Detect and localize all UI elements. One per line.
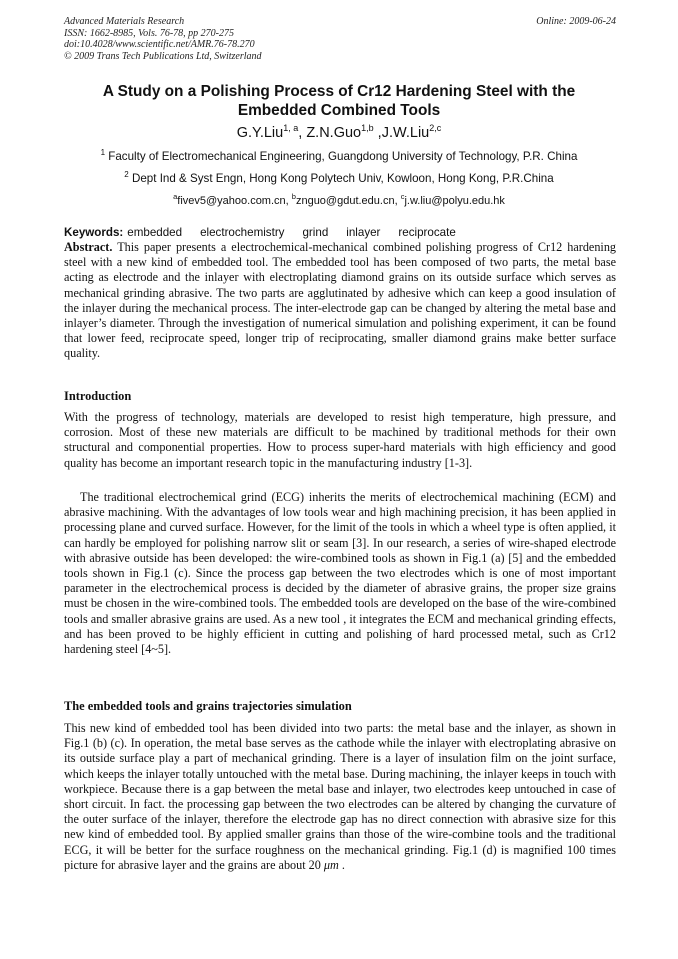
section-heading: The embedded tools and grains trajectories simulation xyxy=(64,699,352,713)
keyword: embedded xyxy=(127,226,183,239)
affiliation-sup: 1 xyxy=(100,148,106,157)
doi: doi:10.4028/www.scientific.net/AMR.76-78.270 xyxy=(64,39,255,50)
author-sup: 1,b xyxy=(361,123,374,133)
author-name: Z.N.Guo xyxy=(306,125,362,141)
email-sup: c xyxy=(400,192,405,201)
section-text: This new kind of embedded tool has been divided into two parts: the metal base and the inlayer, as shown in Fig.1 (b) (c). In operation, the metal base serves as the cathode while the inlayer with electroplating abrasive on its outside surface play a part of mechanical grinding. There is a layer of insulation film on the joint surface, which keeps the inlayer totally untouched with the metal base. During machining, the inlayer keeps in touch with workpiece. Because there is a gap between the metal base and inlayer, two electrodes keep untouched in case of short circuit. In fact. the processing gap between the two electrodes can be altered by changing the curvature of the outer surface of the inlayer, therefore the electrode gap has no direct connection with abrasive size for this new kind of embedded tool. By applied smaller grains than those of the wire-combine tools and the traditional ECG, it will be better for the surface roughness on the mechanical grinding. Fig.1 (d) is magnified 100 times picture for abrasive layer and the grains are about 20 xyxy=(64,721,617,872)
keyword: inlayer xyxy=(346,226,381,239)
abstract-label: Abstract. xyxy=(64,240,113,254)
section-end: . xyxy=(341,857,345,872)
affiliation-text: Dept Ind & Syst Engn, Hong Kong Polytech Univ, Kowloon, Hong Kong, P.R.China xyxy=(131,172,554,185)
affiliation-sup: 2 xyxy=(124,170,129,179)
affiliation-1 xyxy=(64,150,614,164)
author-name: J.W.Liu xyxy=(381,125,430,141)
email: j.w.liu@polyu.edu.hk xyxy=(404,195,505,207)
affiliation-2 xyxy=(64,172,614,186)
keywords-label: Keywords: xyxy=(64,226,124,239)
keyword: grind xyxy=(302,226,329,239)
keyword: reciprocate xyxy=(398,226,456,239)
abstract xyxy=(64,240,616,362)
email: fivev5@yahoo.com.cn, xyxy=(177,195,289,207)
author-list: G.Y.Liu$^{1, a}$, Z.N.Guo$^{1,b}$ ,J.W.Liu$^{2,c}$ xyxy=(236,123,442,141)
section-paragraph xyxy=(64,721,616,873)
unit-micrometer: μm xyxy=(323,857,339,872)
copyright: © 2009 Trans Tech Publications Ltd, Switzerland xyxy=(64,50,262,62)
author-name: G.Y.Liu xyxy=(236,125,284,141)
affiliation-text: Faculty of Electromechanical Engineering, Guangdong University of Technology, P.R. China xyxy=(108,150,578,163)
author-sup: 2,c xyxy=(429,123,442,133)
journal-name: Advanced Materials Research xyxy=(64,16,185,27)
keyword: electrochemistry xyxy=(200,226,285,239)
intro-paragraph-1: With the progress of technology, materials are developed to resist high temperature, high pressure, and corrosion. Most of these new materials are difficult to be machined by traditional methods for their own structural and componential properties. How to process super-hard materials with high efficiency and good quality has become an important research topic in the manufacturing industry [1-3]. xyxy=(64,410,616,470)
email: znguo@gdut.edu.cn, xyxy=(295,195,398,207)
paper-title: A Study on a Polishing Process of Cr12 Hardening Steel with the Embedded Combined Tools xyxy=(102,83,576,119)
author-sup: 1, a xyxy=(283,123,299,133)
keywords xyxy=(64,226,616,240)
email-sup: b xyxy=(291,192,296,201)
intro-paragraph-2: The traditional electrochemical grind (ECG) inherits the merits of electrochemical machining (ECM) and abrasive machining. With the advantages of low tools wear and high machining precision, it has been applied in processing plane and curved surface. However, for the limit of the tools in which a wheel type is often applied, it can hardly be employed for polishing narrow slit or seam [3]. In our research, a series of wire-shaped electrode with abrasive outside has been developed: the wire-combined tools as shown in Fig.1 (a) [5] and the embedded tools shown in Fig.1 (c). Since the process gap between the two electrodes which is one of most important parameter in the electrochemical process is decided by the diameter of abrasive grains, the proper size grains must be chosen in the wire-combined tools. The embedded tools are developed on the base of the wire-combined tools and smaller abrasive grains are used. As a new tool , it integrates the ECM and mechanical grinding effects, and has been proved to be highly efficient in cutting and polishing of hard processed metal, such as Cr12 hardening steel [4~5]. xyxy=(64,490,616,657)
abstract-text: This paper presents a electrochemical-mechanical combined polishing progress of Cr12 hardening steel with a new kind of embedded tool. The embedded tool has been composed of two parts, the metal base acting as electrode and the inlayer with electroplating diamond grains on its outside surface which serves as mechanical grinding abrasive. The two parts are agglutinated by adhesive which can keep a good insulation of the inlayer during the mechanical process. The inter-electrode gap can be changed by altering the metal base and inlayer’s diameter. Through the investigation of numerical simulation and polishing experiment, it can be found that lower feed, reciprocate speed, longer trip of reciprocating, smaller diamond grains make better surface quality. xyxy=(64,240,617,361)
issn: ISSN: 1662-8985, Vols. 76-78, pp 270-275 xyxy=(64,27,234,39)
online-date: Online: 2009-06-24 xyxy=(536,16,616,27)
introduction-heading: Introduction xyxy=(64,389,132,403)
journal-meta xyxy=(64,16,616,62)
email-sup: a xyxy=(173,192,178,201)
email-list xyxy=(64,194,614,208)
